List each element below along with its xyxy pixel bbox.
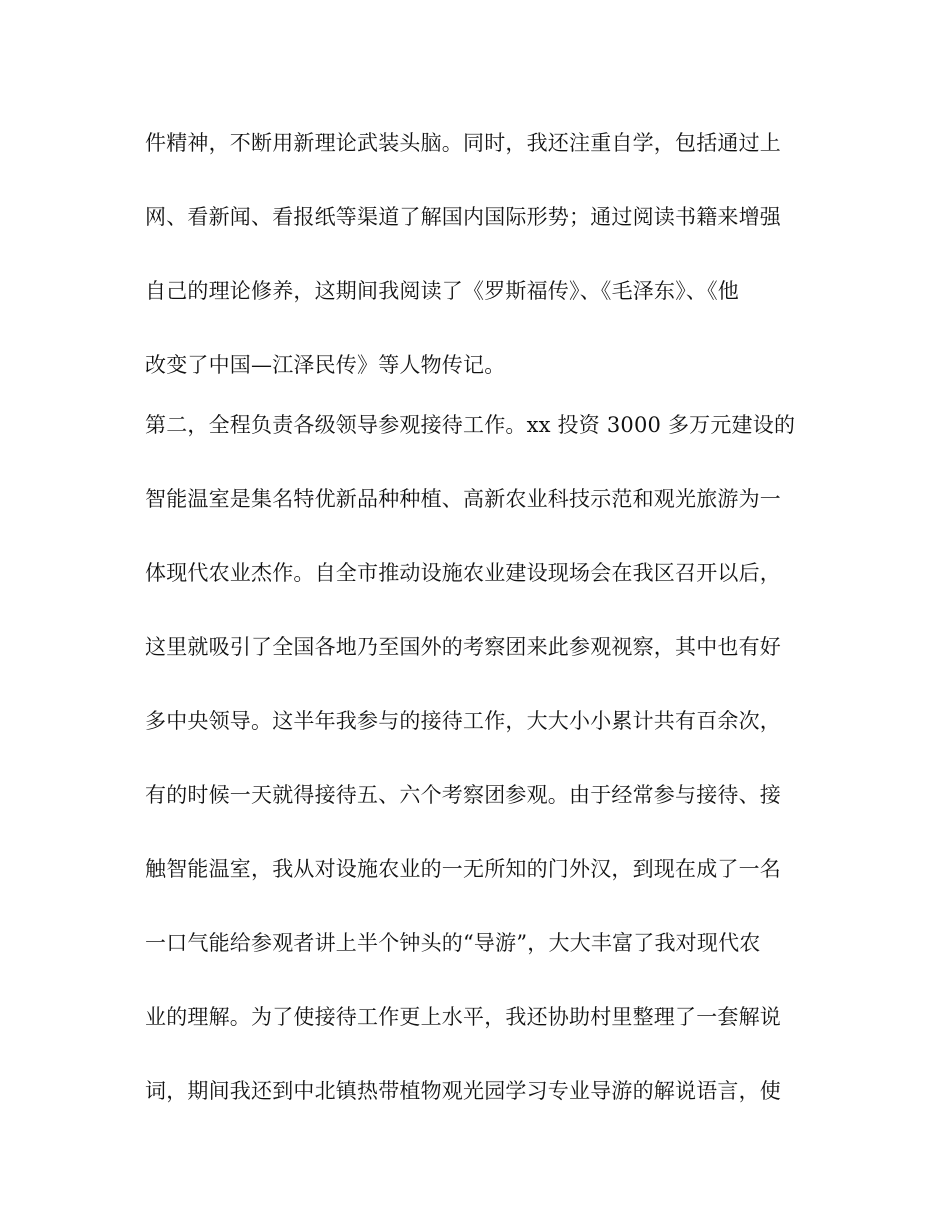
text-line: 智能温室是集名特优新品种种植、高新农业科技示范和观光旅游为一 <box>145 487 781 511</box>
text-line: 改变了中国—江泽民传》等人物传记。 <box>145 353 506 377</box>
text-line: 业的理解。为了使接待工作更上水平，我还协助村里整理了一套解说 <box>145 1005 781 1029</box>
text-line: 词，期间我还到中北镇热带植物观光园学习专业导游的解说语言，使 <box>145 1079 781 1103</box>
text-line: 第二，全程负责各级领导参观接待工作。xx 投资 3000 多万元建设的 <box>145 413 796 437</box>
text-line: 触智能温室，我从对设施农业的一无所知的门外汉，到现在成了一名 <box>145 857 781 881</box>
text-line: 体现代农业杰作。自全市推动设施农业建设现场会在我区召开以后， <box>145 561 781 585</box>
text-line: 多中央领导。这半年我参与的接待工作，大大小小累计共有百余次， <box>145 709 781 733</box>
text-line: 有的时候一天就得接待五、六个考察团参观。由于经常参与接待、接 <box>145 783 781 807</box>
text-line: 一口气能给参观者讲上半个钟头的“导游”，大大丰富了我对现代农 <box>145 931 761 955</box>
text-line: 这里就吸引了全国各地乃至国外的考察团来此参观视察，其中也有好 <box>145 635 781 659</box>
body-text <box>145 122 805 1144</box>
text-line: 网、看新闻、看报纸等渠道了解国内国际形势；通过阅读书籍来增强 <box>145 205 781 229</box>
text-line: 自己的理论修养，这期间我阅读了《罗斯福传》、《毛泽东》、《他 <box>145 279 739 303</box>
text-line: 件精神，不断用新理论武装头脑。同时，我还注重自学，包括通过上 <box>145 131 781 155</box>
